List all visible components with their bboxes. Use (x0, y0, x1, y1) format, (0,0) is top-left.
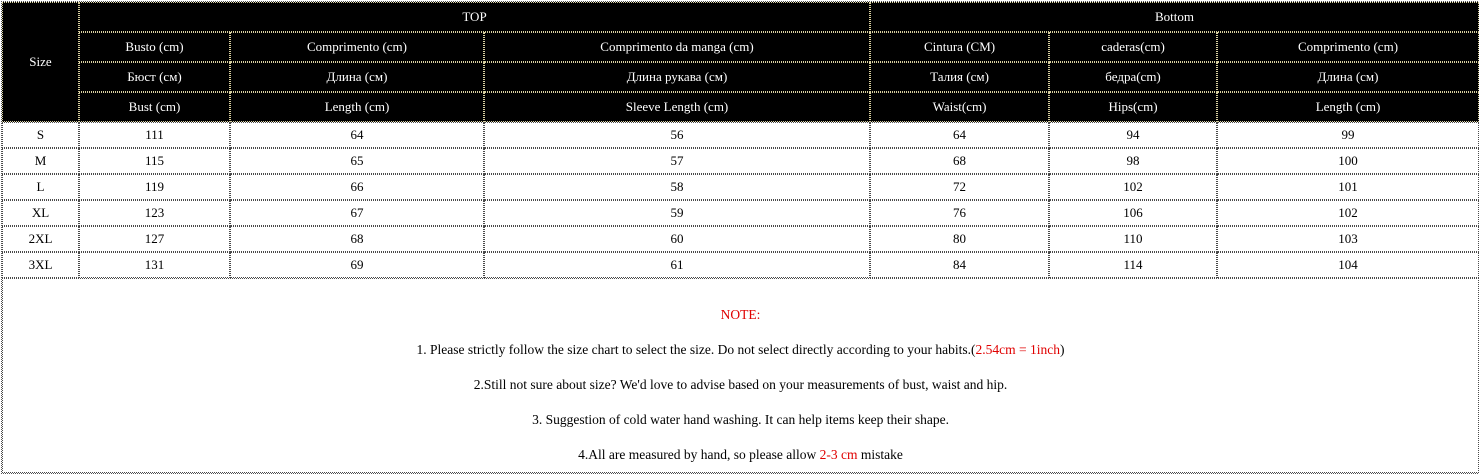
table-cell: 65 (230, 148, 484, 174)
note-text: mistake (857, 447, 903, 462)
notes-title: NOTE: (720, 307, 761, 322)
note-highlight: 2.54cm = 1inch (975, 342, 1060, 357)
table-cell: 68 (870, 148, 1049, 174)
table-cell: 106 (1049, 200, 1217, 226)
size-cell: S (2, 122, 79, 148)
header-cell: Sleeve Length (cm) (484, 92, 870, 122)
note-line-3: 3. Suggestion of cold water hand washing. It can help items keep their shape. (532, 412, 949, 427)
header-cell: Waist(cm) (870, 92, 1049, 122)
table-cell: 99 (1217, 122, 1479, 148)
note-line-1 (3, 332, 1478, 367)
table-row (2, 122, 1479, 148)
table-cell: 123 (79, 200, 230, 226)
header-cell: Comprimento (cm) (230, 32, 484, 62)
table-cell: 80 (870, 226, 1049, 252)
top-section-header: TOP (79, 2, 870, 32)
table-cell: 61 (484, 252, 870, 278)
note-text: ) (1059, 342, 1065, 357)
table-cell: 115 (79, 148, 230, 174)
header-cell: Cintura (CM) (870, 32, 1049, 62)
header-cell: caderas(cm) (1049, 32, 1217, 62)
header-cell: Comprimento (cm) (1217, 32, 1479, 62)
size-cell: 2XL (2, 226, 79, 252)
table-cell: 102 (1217, 200, 1479, 226)
header-cell: Талия (см) (870, 62, 1049, 92)
table-cell: 59 (484, 200, 870, 226)
table-row (2, 200, 1479, 226)
size-chart-table (1, 1, 1479, 474)
header-section-row (2, 2, 1479, 32)
size-column-header: Size (2, 2, 79, 122)
table-row (2, 226, 1479, 252)
table-cell: 102 (1049, 174, 1217, 200)
note-line-4 (3, 437, 1478, 472)
notes-block (3, 279, 1478, 472)
table-cell: 127 (79, 226, 230, 252)
size-cell: 3XL (2, 252, 79, 278)
table-cell: 114 (1049, 252, 1217, 278)
header-cell: Length (cm) (1217, 92, 1479, 122)
size-cell: M (2, 148, 79, 174)
note-highlight: 2-3 cm (819, 447, 858, 462)
notes-section (2, 278, 1479, 473)
table-cell: 58 (484, 174, 870, 200)
header-cell: Hips(cm) (1049, 92, 1217, 122)
table-cell: 100 (1217, 148, 1479, 174)
table-cell: 94 (1049, 122, 1217, 148)
table-cell: 119 (79, 174, 230, 200)
table-cell: 98 (1049, 148, 1217, 174)
header-row-english (2, 92, 1479, 122)
table-row (2, 174, 1479, 200)
note-text: 1. Please strictly follow the size chart to select the size. Do not select directly according to your habits.( (416, 342, 976, 357)
table-cell: 76 (870, 200, 1049, 226)
header-row-russian (2, 62, 1479, 92)
header-cell: Бюст (см) (79, 62, 230, 92)
table-cell: 64 (870, 122, 1049, 148)
header-cell: Comprimento da manga (cm) (484, 32, 870, 62)
table-cell: 84 (870, 252, 1049, 278)
table-cell: 60 (484, 226, 870, 252)
table-row (2, 148, 1479, 174)
table-cell: 72 (870, 174, 1049, 200)
note-text: 4.All are measured by hand, so please allow (578, 447, 820, 462)
header-row-portuguese (2, 32, 1479, 62)
header-cell: Длина (см) (1217, 62, 1479, 92)
table-cell: 64 (230, 122, 484, 148)
bottom-section-header: Bottom (870, 2, 1479, 32)
table-cell: 103 (1217, 226, 1479, 252)
table-cell: 101 (1217, 174, 1479, 200)
table-row (2, 252, 1479, 278)
table-cell: 111 (79, 122, 230, 148)
table-cell: 131 (79, 252, 230, 278)
table-cell: 66 (230, 174, 484, 200)
header-cell: Length (cm) (230, 92, 484, 122)
notes-row (2, 278, 1479, 473)
header-cell: Bust (cm) (79, 92, 230, 122)
table-cell: 67 (230, 200, 484, 226)
table-cell: 57 (484, 148, 870, 174)
size-cell: L (2, 174, 79, 200)
header-cell: Длина рукава (см) (484, 62, 870, 92)
table-cell: 104 (1217, 252, 1479, 278)
header-cell: Длина (см) (230, 62, 484, 92)
table-cell: 110 (1049, 226, 1217, 252)
size-cell: XL (2, 200, 79, 226)
header-cell: Busto (cm) (79, 32, 230, 62)
note-line-2: 2.Still not sure about size? We'd love to advise based on your measurements of bust, waist and hip. (473, 377, 1008, 392)
table-cell: 69 (230, 252, 484, 278)
header-cell: бедра(cm) (1049, 62, 1217, 92)
table-cell: 56 (484, 122, 870, 148)
table-cell: 68 (230, 226, 484, 252)
